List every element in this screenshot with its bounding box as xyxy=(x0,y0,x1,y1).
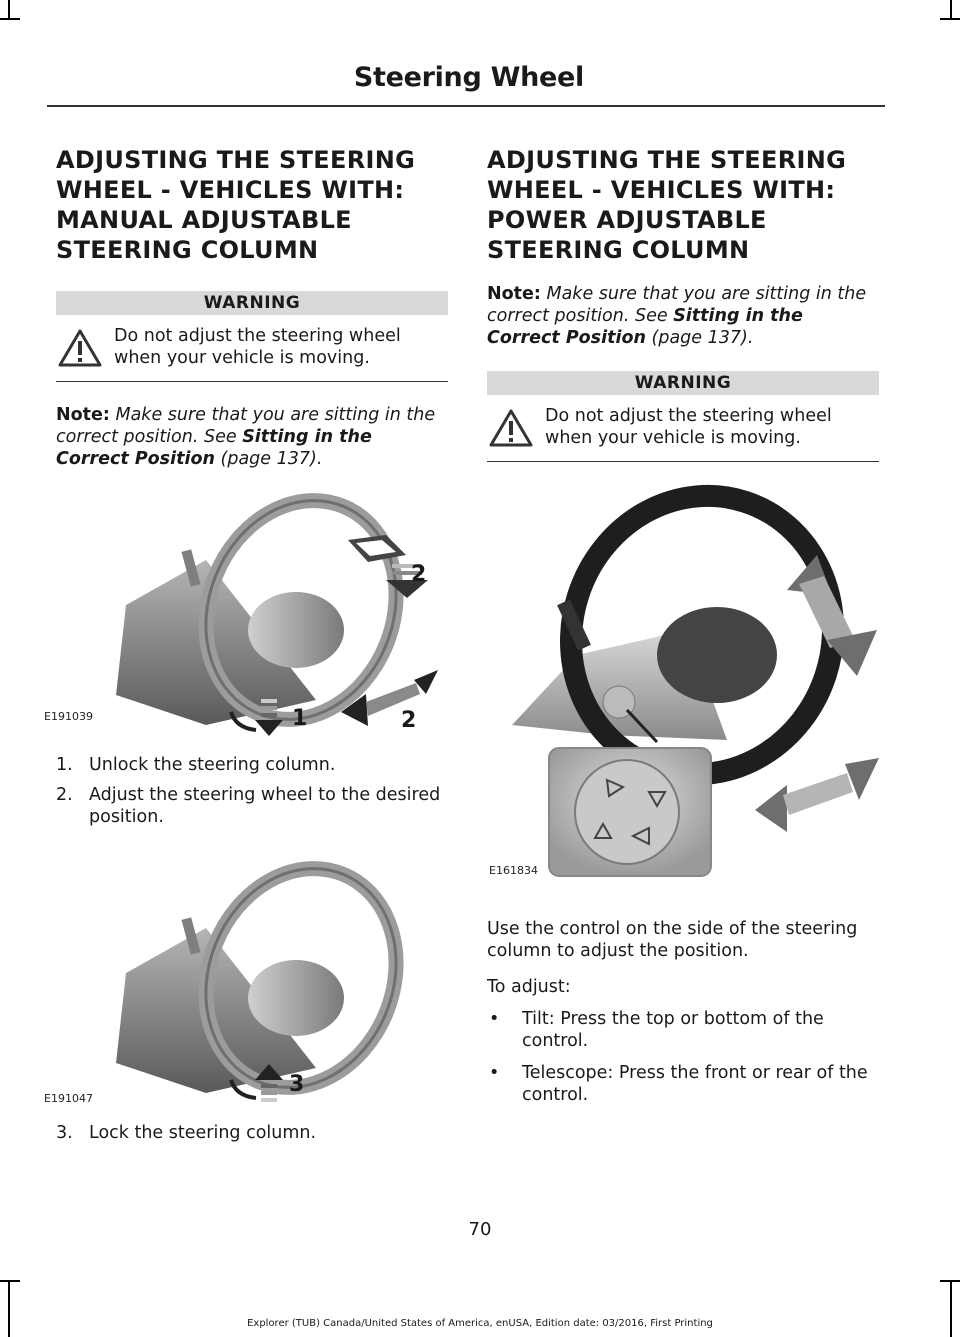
warning-title: WARNING xyxy=(487,371,879,395)
steering-wheel-illustration xyxy=(487,480,879,900)
callout-number: 2 xyxy=(411,562,427,587)
page-number: 70 xyxy=(468,1219,492,1240)
callout-number: 1 xyxy=(292,706,308,731)
list-item: 2. Adjust the steering wheel to the desired position. xyxy=(56,785,441,827)
crop-mark xyxy=(950,0,952,20)
section-heading-power: ADJUSTING THE STEERING WHEEL - VEHICLES WITH: POWER ADJUSTABLE STEERING COLUMN xyxy=(487,146,847,264)
warning-text: Do not adjust the steering wheel when your vehicle is moving. xyxy=(545,406,832,448)
crop-mark xyxy=(0,1280,20,1282)
callout-number: 2 xyxy=(401,708,417,733)
warning-box xyxy=(56,291,448,382)
steps-list xyxy=(56,754,448,828)
steering-wheel-illustration xyxy=(56,480,448,740)
body-paragraph: To adjust: xyxy=(487,977,571,997)
figure-manual-column-unlock xyxy=(44,480,448,740)
warning-triangle-icon xyxy=(56,325,108,369)
right-column xyxy=(487,145,879,1106)
cross-reference-link[interactable]: Sitting in the Correct Position xyxy=(487,306,803,348)
section-heading-manual: ADJUSTING THE STEERING WHEEL - VEHICLES WITH: MANUAL ADJUSTABLE STEERING COLUMN xyxy=(56,146,416,264)
note-paragraph: Note: Make sure that you are sitting in the correct position. See Sitting in the Correct Position (page 137). xyxy=(56,405,436,469)
crop-mark xyxy=(940,1280,960,1282)
crop-mark xyxy=(0,18,20,20)
header-divider xyxy=(47,105,885,107)
note-paragraph: Note: Make sure that you are sitting in the correct position. See Sitting in the Correct Position (page 137). xyxy=(487,284,867,348)
list-item: • Telescope: Press the front or rear of the control. xyxy=(489,1063,868,1105)
figure-manual-column-lock xyxy=(44,848,448,1110)
cross-reference-link[interactable]: Sitting in the Correct Position xyxy=(56,427,372,469)
body-paragraph: Use the control on the side of the steering column to adjust the position. xyxy=(487,919,858,961)
steps-list xyxy=(56,1122,448,1144)
list-item: • Tilt: Press the top or bottom of the control. xyxy=(489,1009,824,1051)
bullet-list xyxy=(487,1008,879,1106)
list-item: 3. Lock the steering column. xyxy=(56,1123,317,1143)
warning-text: Do not adjust the steering wheel when your vehicle is moving. xyxy=(114,326,401,368)
callout-number: 3 xyxy=(289,1072,305,1097)
crop-mark xyxy=(940,18,960,20)
page-header-title: Steering Wheel xyxy=(353,62,584,93)
crop-mark xyxy=(8,0,10,20)
figure-power-column xyxy=(487,480,879,900)
warning-title: WARNING xyxy=(56,291,448,315)
warning-triangle-icon xyxy=(487,405,539,449)
figure-id: E191039 xyxy=(44,710,93,723)
figure-id: E161834 xyxy=(489,864,538,877)
footer-text: Explorer (TUB) Canada/United States of America, enUSA, Edition date: 03/2016, First Printing xyxy=(247,1318,713,1329)
list-item: 1. Unlock the steering column. xyxy=(56,755,336,775)
left-column xyxy=(44,145,448,1144)
steering-wheel-illustration xyxy=(56,848,448,1110)
figure-id: E191047 xyxy=(44,1092,93,1105)
warning-box xyxy=(487,371,879,462)
